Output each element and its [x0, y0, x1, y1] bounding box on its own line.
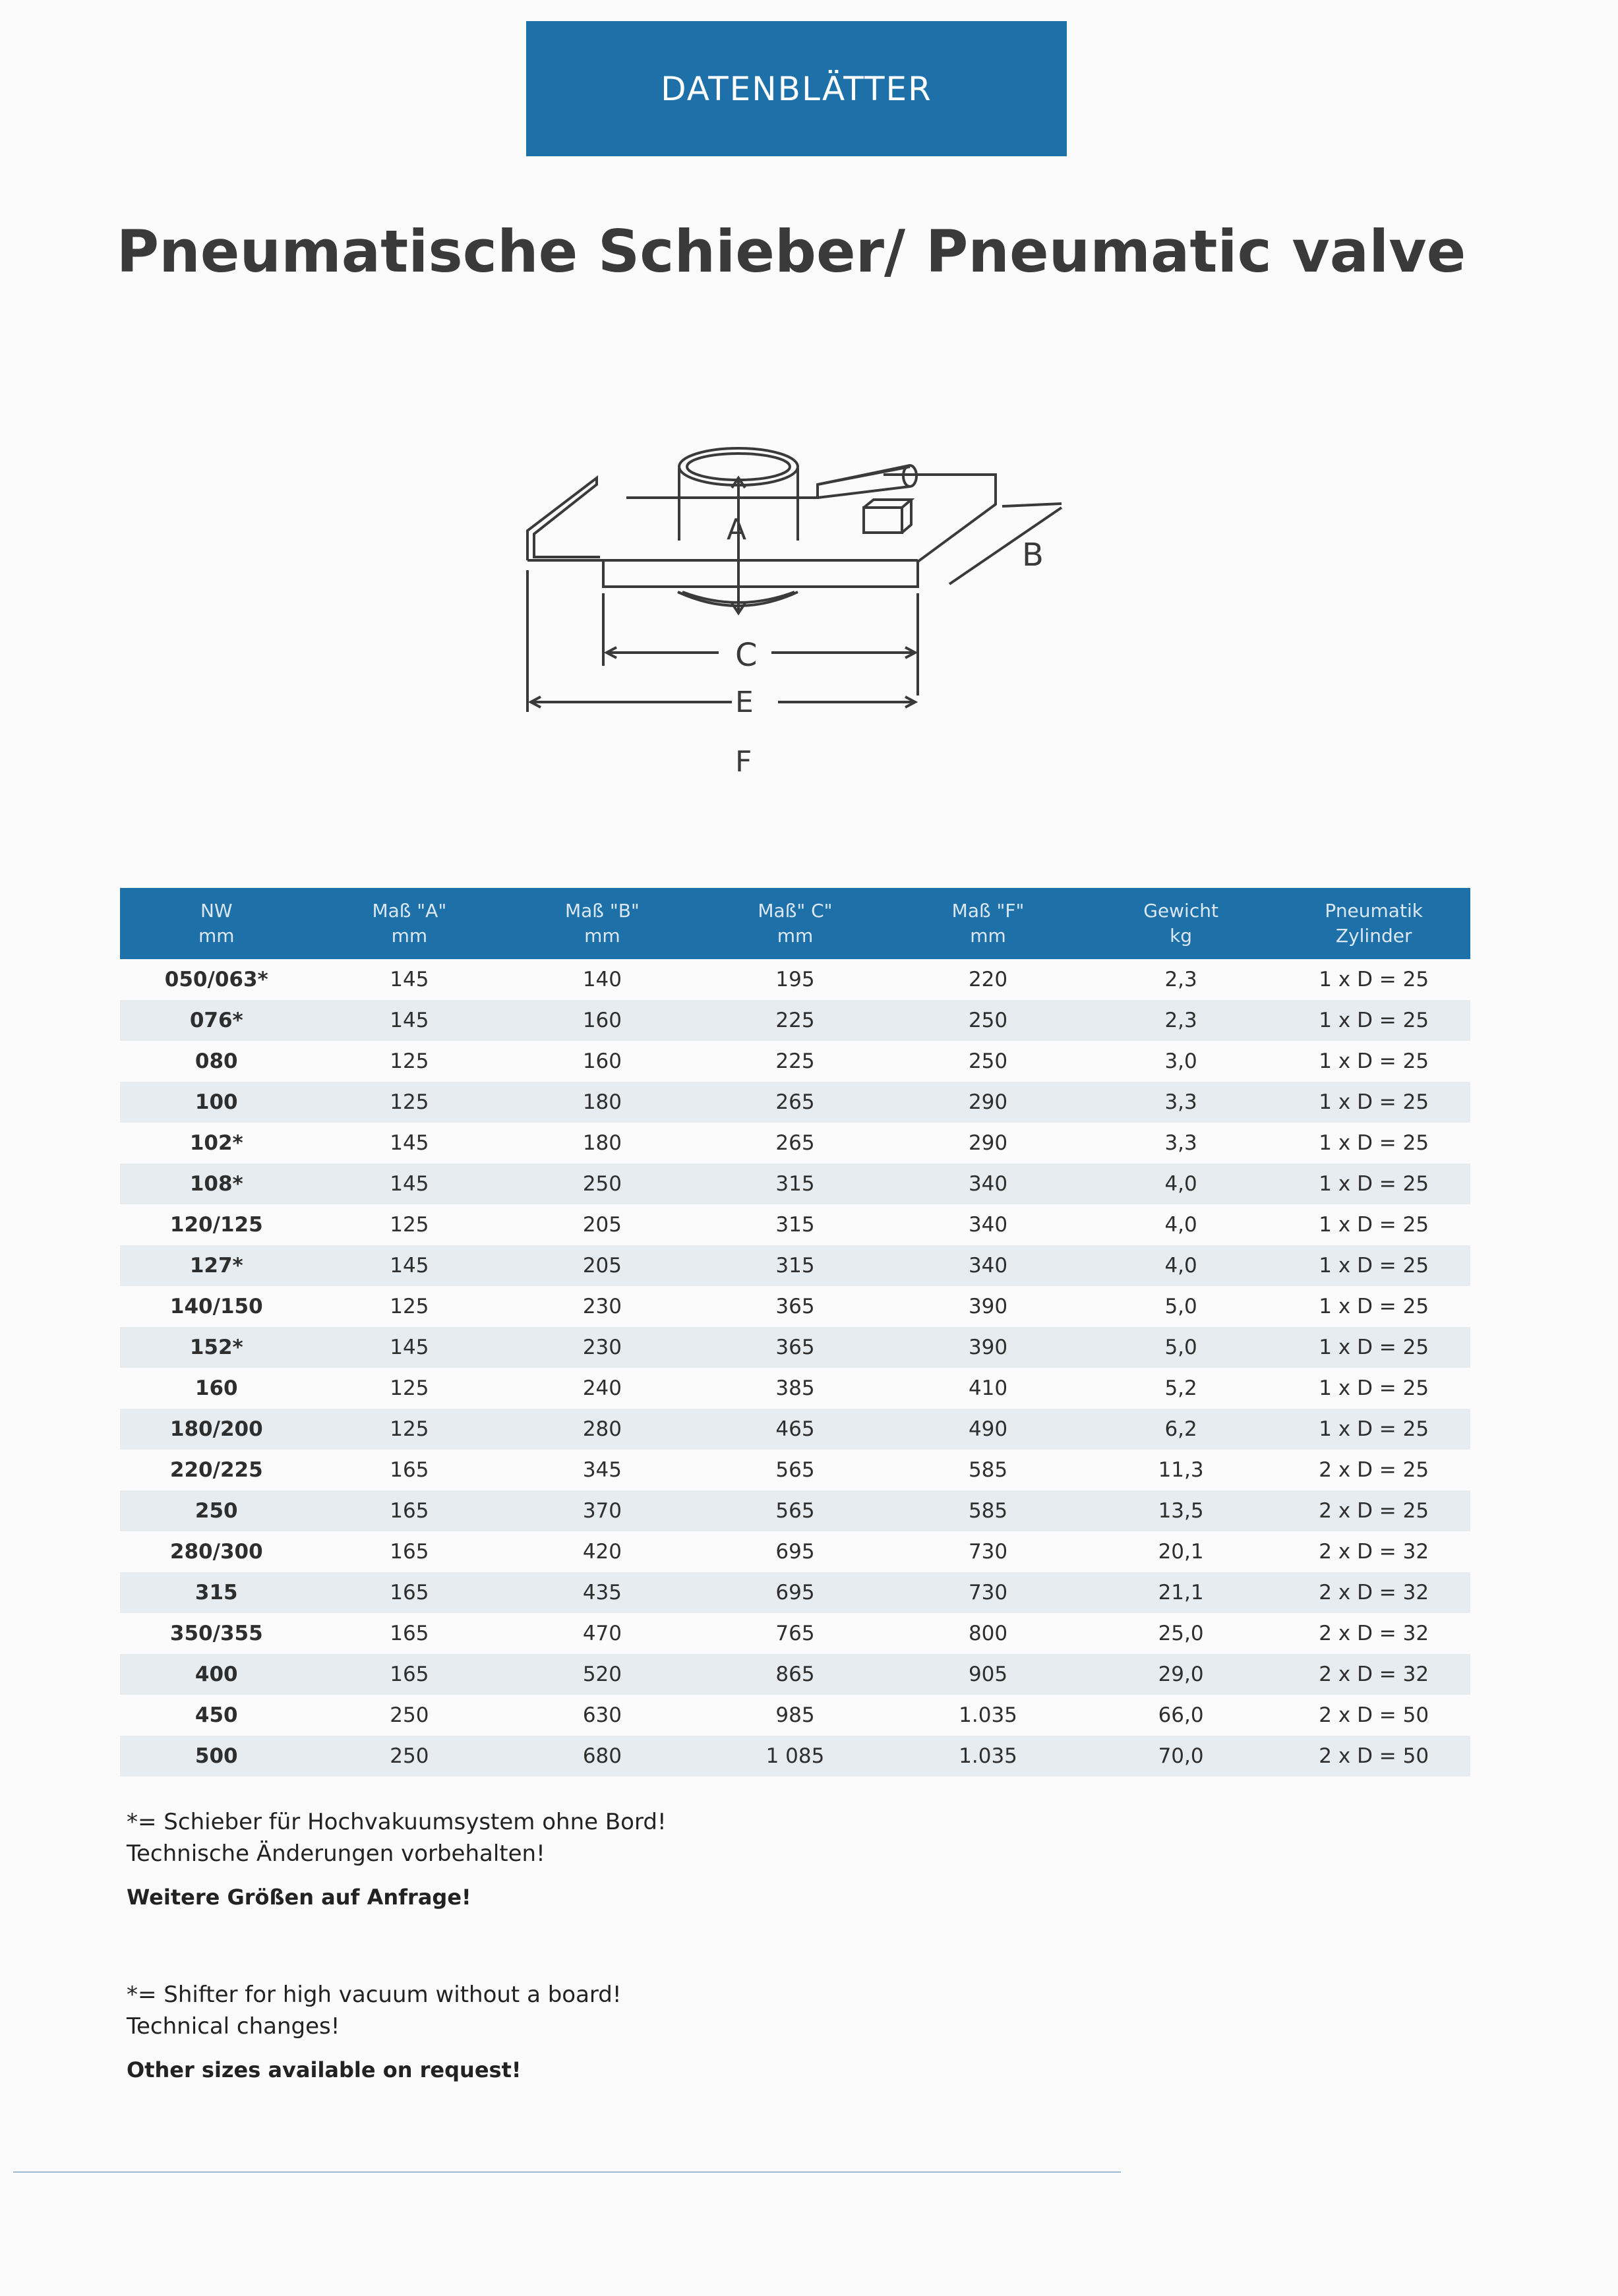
table-row	[120, 959, 1470, 1000]
table-row	[120, 1000, 1470, 1041]
table-cell: 125	[390, 1049, 429, 1073]
table-cell: 490	[891, 1409, 1085, 1450]
label-c: C	[735, 637, 758, 674]
note-de-more-sizes: Weitere Größen auf Anfrage!	[127, 1885, 471, 1910]
table-cell: 520	[506, 1654, 699, 1695]
table-cell: 2 x D = 32	[1319, 1540, 1429, 1564]
label-e: E	[735, 686, 754, 719]
table-row	[120, 1082, 1470, 1123]
table-cell: 165	[390, 1622, 429, 1645]
table-cell: 1 x D = 25	[1319, 968, 1429, 991]
table-cell: 100	[120, 1082, 313, 1123]
table-row	[120, 1654, 1470, 1695]
table-cell: 205	[506, 1245, 699, 1286]
label-b: B	[1022, 537, 1044, 574]
table-cell: 165	[313, 1490, 506, 1531]
table-cell: 280/300	[169, 1540, 263, 1564]
table-cell: 2 x D = 25	[1277, 1490, 1470, 1531]
table-cell: 160	[195, 1376, 238, 1400]
table-cell: 565	[699, 1490, 892, 1531]
table-cell: 1 x D = 25	[1319, 1049, 1429, 1073]
table-cell: 5,2	[1164, 1376, 1197, 1400]
table-cell: 1 x D = 25	[1277, 1409, 1470, 1450]
table-cell: 102*	[189, 1131, 243, 1155]
table-cell: 1 x D = 25	[1277, 1000, 1470, 1041]
table-row	[120, 1736, 1470, 1777]
table-cell: 905	[891, 1654, 1085, 1695]
table-cell: 165	[390, 1458, 429, 1482]
table-cell: 315	[120, 1572, 313, 1613]
table-cell: 2 x D = 50	[1319, 1703, 1429, 1727]
table-cell: 315	[699, 1245, 892, 1286]
table-row	[120, 1490, 1470, 1531]
footnotes	[127, 1806, 1050, 2086]
table-cell: 230	[506, 1327, 699, 1368]
table-cell: 125	[390, 1376, 429, 1400]
table-cell: 2 x D = 32	[1277, 1654, 1470, 1695]
note-de-changes: Technische Änderungen vorbehalten!	[127, 1840, 545, 1867]
header-mass-b: Maß "B" mm	[506, 888, 699, 959]
table-cell: 400	[120, 1654, 313, 1695]
label-a: A	[727, 513, 747, 546]
header-mass-f: Maß "F" mm	[891, 888, 1085, 959]
table-cell: 127*	[120, 1245, 313, 1286]
table-cell: 125	[390, 1213, 429, 1237]
table-row	[120, 1327, 1470, 1368]
header-weight: Gewicht kg	[1085, 888, 1278, 959]
bottom-rule	[13, 2171, 1121, 2173]
table-cell: 315	[699, 1163, 892, 1204]
table-cell: 4,0	[1085, 1245, 1278, 1286]
table-cell: 500	[120, 1736, 313, 1777]
table-cell: 2,3	[1085, 1000, 1278, 1041]
table-row	[120, 1613, 1470, 1654]
table-cell: 250	[506, 1163, 699, 1204]
table-cell: 800	[968, 1622, 1008, 1645]
specs-table	[120, 888, 1470, 1777]
table-cell: 125	[313, 1409, 506, 1450]
table-cell: 3,0	[1164, 1049, 1197, 1073]
table-cell: 3,3	[1164, 1131, 1197, 1155]
table-cell: 240	[582, 1376, 622, 1400]
table-cell: 1 x D = 25	[1319, 1376, 1429, 1400]
table-cell: 050/063*	[164, 968, 268, 991]
table-cell: 350/355	[169, 1622, 263, 1645]
table-cell: 225	[699, 1000, 892, 1041]
table-cell: 265	[775, 1131, 815, 1155]
table-cell: 205	[582, 1213, 622, 1237]
table-cell: 160	[582, 1049, 622, 1073]
table-cell: 290	[891, 1082, 1085, 1123]
table-cell: 730	[891, 1572, 1085, 1613]
table-cell: 1.035	[891, 1736, 1085, 1777]
left-channel-outline	[527, 478, 600, 560]
table-cell: 145	[390, 1131, 429, 1155]
table-cell: 140/150	[169, 1295, 263, 1318]
table-cell: 145	[313, 1163, 506, 1204]
table-cell: 410	[968, 1376, 1008, 1400]
table-cell: 450	[195, 1703, 238, 1727]
table-cell: 4,0	[1085, 1163, 1278, 1204]
table-row	[120, 1245, 1470, 1286]
table-cell: 3,3	[1085, 1082, 1278, 1123]
table-cell: 165	[313, 1654, 506, 1695]
table-cell: 180	[506, 1082, 699, 1123]
table-cell: 108*	[120, 1163, 313, 1204]
header-band-label: DATENBLÄTTER	[661, 69, 932, 108]
table-cell: 11,3	[1158, 1458, 1204, 1482]
table-cell: 250	[313, 1736, 506, 1777]
table-cell: 265	[699, 1082, 892, 1123]
table-row	[120, 1572, 1470, 1613]
table-cell: 25,0	[1158, 1622, 1204, 1645]
table-cell: 145	[313, 1245, 506, 1286]
table-cell: 13,5	[1085, 1490, 1278, 1531]
table-row	[120, 1409, 1470, 1450]
header-cylinder: Pneumatik Zylinder	[1277, 888, 1470, 959]
table-cell: 765	[775, 1622, 815, 1645]
table-cell: 1 085	[699, 1736, 892, 1777]
table-cell: 340	[891, 1163, 1085, 1204]
table-row	[120, 1041, 1470, 1082]
table-cell: 250	[968, 1049, 1008, 1073]
table-cell: 695	[775, 1540, 815, 1564]
table-cell: 985	[775, 1703, 815, 1727]
page-title: Pneumatische Schieber/ Pneumatic valve	[116, 218, 1466, 285]
table-cell: 220	[968, 968, 1008, 991]
table-cell: 195	[775, 968, 815, 991]
header-mass-a: Maß "A" mm	[313, 888, 506, 959]
table-cell: 180	[582, 1131, 622, 1155]
table-cell: 180/200	[120, 1409, 313, 1450]
table-cell: 160	[506, 1000, 699, 1041]
table-cell: 390	[968, 1295, 1008, 1318]
table-cell: 1.035	[959, 1703, 1017, 1727]
table-cell: 1 x D = 25	[1319, 1213, 1429, 1237]
table-cell: 6,2	[1085, 1409, 1278, 1450]
table-cell: 865	[699, 1654, 892, 1695]
table-cell: 370	[506, 1490, 699, 1531]
table-cell: 2 x D = 32	[1277, 1572, 1470, 1613]
table-cell: 125	[390, 1295, 429, 1318]
table-cell: 220/225	[169, 1458, 263, 1482]
table-cell: 125	[313, 1082, 506, 1123]
table-cell: 1 x D = 25	[1319, 1295, 1429, 1318]
table-row	[120, 1368, 1470, 1409]
table-cell: 365	[775, 1295, 815, 1318]
table-cell: 165	[313, 1572, 506, 1613]
table-row	[120, 1286, 1470, 1327]
table-cell: 66,0	[1158, 1703, 1204, 1727]
note-en-asterisk: *= Shifter for high vacuum without a board!	[127, 1982, 622, 2008]
table-cell: 5,0	[1085, 1327, 1278, 1368]
table-cell: 250	[390, 1703, 429, 1727]
table-cell: 2,3	[1164, 968, 1197, 991]
table-row	[120, 1695, 1470, 1736]
table-cell: 340	[891, 1245, 1085, 1286]
table-cell: 365	[699, 1327, 892, 1368]
note-en-changes: Technical changes!	[127, 2013, 340, 2040]
table-cell: 2 x D = 32	[1319, 1622, 1429, 1645]
header-mass-c: Maß" C" mm	[699, 888, 892, 959]
table-cell: 585	[891, 1490, 1085, 1531]
table-cell: 1 x D = 25	[1277, 1082, 1470, 1123]
table-cell: 165	[390, 1540, 429, 1564]
table-cell: 340	[968, 1213, 1008, 1237]
table-cell: 145	[313, 1000, 506, 1041]
table-cell: 420	[582, 1540, 622, 1564]
table-cell: 250	[120, 1490, 313, 1531]
table-cell: 1 x D = 25	[1277, 1327, 1470, 1368]
table-row	[120, 1450, 1470, 1490]
table-cell: 230	[582, 1295, 622, 1318]
table-row	[120, 1204, 1470, 1245]
table-cell: 225	[775, 1049, 815, 1073]
table-cell: 152*	[120, 1327, 313, 1368]
table-row	[120, 1531, 1470, 1572]
table-cell: 120/125	[169, 1213, 263, 1237]
table-row	[120, 1163, 1470, 1204]
table-cell: 145	[313, 1327, 506, 1368]
table-cell: 4,0	[1164, 1213, 1197, 1237]
table-cell: 1 x D = 25	[1277, 1245, 1470, 1286]
table-cell: 730	[968, 1540, 1008, 1564]
table-cell: 630	[582, 1703, 622, 1727]
table-cell: 465	[699, 1409, 892, 1450]
table-cell: 385	[775, 1376, 815, 1400]
table-cell: 2 x D = 25	[1319, 1458, 1429, 1482]
table-cell: 435	[506, 1572, 699, 1613]
table-cell: 1 x D = 25	[1319, 1131, 1429, 1155]
table-cell: 140	[582, 968, 622, 991]
note-de-asterisk: *= Schieber für Hochvakuumsystem ohne Bord!	[127, 1809, 667, 1835]
table-cell: 076*	[120, 1000, 313, 1041]
table-cell: 390	[891, 1327, 1085, 1368]
table-cell: 315	[775, 1213, 815, 1237]
table-cell: 2 x D = 50	[1277, 1736, 1470, 1777]
label-f: F	[735, 745, 752, 779]
header-band	[526, 21, 1067, 156]
table-cell: 470	[582, 1622, 622, 1645]
table-cell: 695	[699, 1572, 892, 1613]
table-cell: 5,0	[1164, 1295, 1197, 1318]
table-cell: 565	[775, 1458, 815, 1482]
table-cell: 145	[390, 968, 429, 991]
table-cell: 345	[582, 1458, 622, 1482]
table-cell: 70,0	[1085, 1736, 1278, 1777]
table-cell: 1 x D = 25	[1277, 1163, 1470, 1204]
table-cell: 680	[506, 1736, 699, 1777]
table-cell: 250	[891, 1000, 1085, 1041]
header-nw: NW mm	[120, 888, 313, 959]
table-cell: 280	[506, 1409, 699, 1450]
table-cell: 585	[968, 1458, 1008, 1482]
valve-diagram	[514, 422, 1094, 794]
table-body	[120, 959, 1470, 1777]
table-cell: 21,1	[1085, 1572, 1278, 1613]
table-header-row	[120, 888, 1470, 959]
specs-table-wrap	[120, 888, 1470, 1777]
table-cell: 290	[968, 1131, 1008, 1155]
table-cell: 080	[195, 1049, 238, 1073]
plate-outline	[603, 475, 996, 587]
table-cell: 20,1	[1158, 1540, 1204, 1564]
table-row	[120, 1123, 1470, 1163]
table-cell: 29,0	[1085, 1654, 1278, 1695]
note-en-more-sizes: Other sizes available on request!	[127, 2057, 522, 2082]
